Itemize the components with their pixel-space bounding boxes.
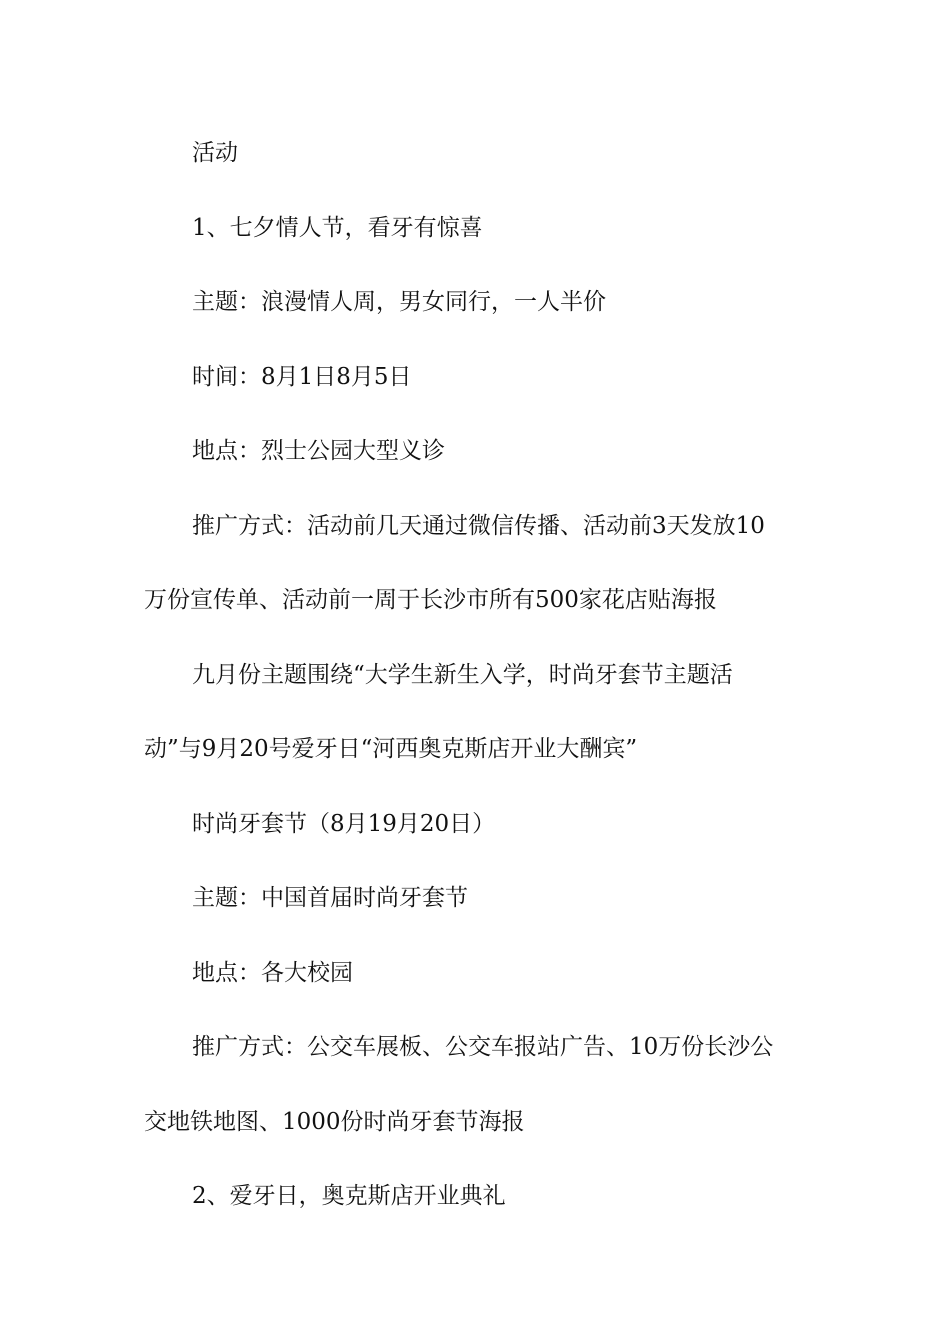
- paragraph-line: 主题：中国首届时尚牙套节: [192, 885, 468, 911]
- paragraph-line: 主题：浪漫情人周，男女同行，一人半价: [192, 289, 606, 315]
- paragraph-line: 时尚牙套节（8月19月20日）: [192, 810, 496, 837]
- paragraph-line: 推广方式：活动前几天通过微信传播、活动前3天发放10: [192, 512, 765, 539]
- event-heading: 1、七夕情人节，看牙有惊喜: [192, 214, 483, 241]
- paragraph-line: 地点：各大校园: [192, 959, 353, 986]
- paragraph-line: 九月份主题围绕“大学生新生入学，时尚牙套节主题活: [192, 661, 733, 688]
- paragraph-line: 推广方式：公交车展板、公交车报站广告、10万份长沙公: [192, 1034, 774, 1060]
- event-heading: 2、爱牙日，奥克斯店开业典礼: [192, 1183, 506, 1209]
- paragraph-line: 地点：烈士公园大型义诊: [192, 438, 445, 464]
- paragraph-line: 时间：8月1日8月5日: [192, 363, 412, 390]
- paragraph-line: 动”与9月20号爱牙日“河西奥克斯店开业大酬宾”: [144, 736, 638, 762]
- section-heading: 活动: [192, 140, 238, 166]
- paragraph-line: 交地铁地图、1000份时尚牙套节海报: [144, 1108, 525, 1135]
- paragraph-line: 万份宣传单、活动前一周于长沙市所有500家花店贴海报: [144, 587, 717, 613]
- document-body: [144, 130, 810, 1248]
